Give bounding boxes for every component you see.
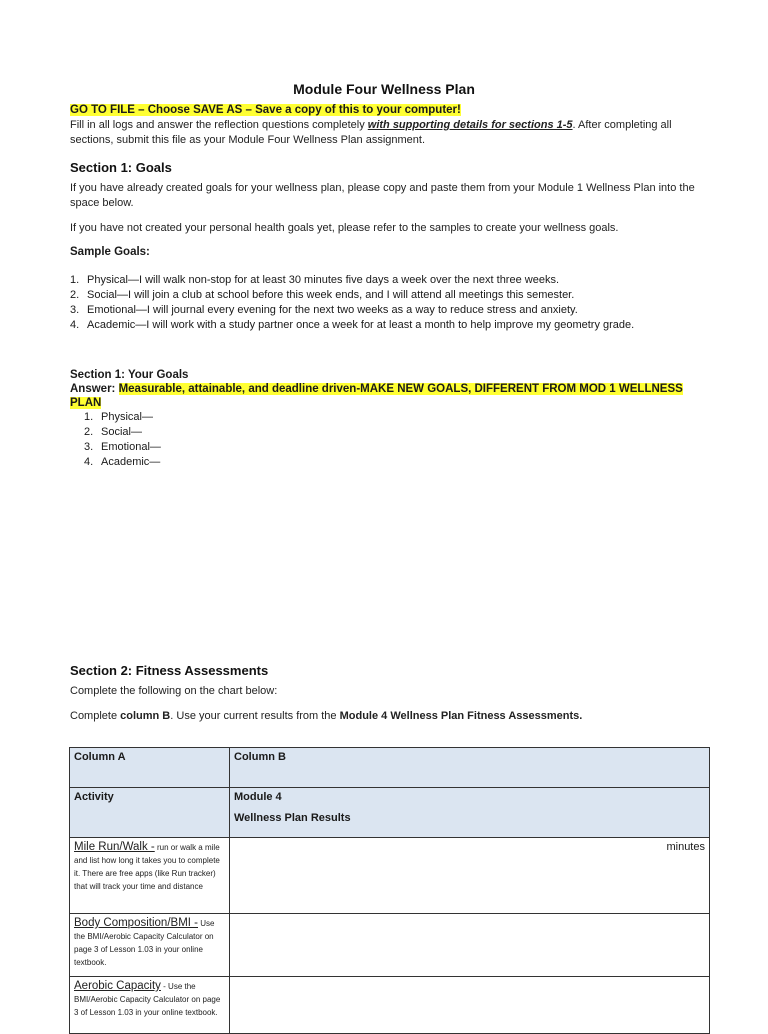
answer-prompt [70, 382, 710, 410]
activity-name: Body Composition/BMI - [74, 917, 198, 929]
table-row [70, 914, 710, 977]
fitness-assessment-table [69, 747, 710, 1034]
activity-name: Aerobic Capacity [74, 980, 161, 992]
activity-header: Activity [70, 788, 230, 838]
answer-label: Answer: [70, 383, 119, 395]
your-goals-list [84, 410, 161, 470]
activity-description: Use the BMI/Aerobic Capacity Calculator on page 3 of Lesson 1.03 in your online textbook. [74, 919, 215, 967]
section2-paragraph-1: Complete the following on the chart below: [70, 685, 278, 697]
section2-heading: Section 2: Fitness Assessments [70, 663, 269, 678]
table-row [70, 977, 710, 1034]
activity-cell [70, 838, 230, 914]
document-title: Module Four Wellness Plan [293, 81, 475, 97]
activity-cell [70, 977, 230, 1034]
activity-description: - Use the BMI/Aerobic Capacity Calculator on page 3 of Lesson 1.03 in your online textbook. [74, 982, 221, 1017]
section2-paragraph-2: Complete column B. Use your current results from the Module 4 Wellness Plan Fitness Assessments. [70, 710, 583, 722]
table-header-row [70, 788, 710, 838]
intro-emphasis: with supporting details for sections 1-5 [367, 119, 573, 131]
list-item: 2. Social—I will join a club at school before this week ends, and I will attend all meetings this semester. [70, 289, 575, 301]
sample-goals-heading: Sample Goals: [70, 246, 150, 258]
intro-paragraph [70, 118, 698, 148]
list-item: 3. Emotional—I will journal every evening for the next two weeks as a way to reduce stress and anxiety. [70, 304, 578, 316]
list-item[interactable]: 1. Physical— [84, 411, 153, 423]
sample-goals-list [70, 273, 710, 333]
list-item: 1. Physical—I will walk non-stop for at least 30 minutes five days a week over the next three weeks. [70, 274, 559, 286]
activity-description: run or walk a mile and list how long it takes you to complete it. There are free apps (like Run tracker) that will track your time and distance [74, 843, 220, 891]
activity-cell [70, 914, 230, 977]
list-item: 4. Academic—I will work with a study partner once a week for at least a month to help improve my geometry grade. [70, 319, 635, 331]
intro-text-after: . After completing all sections, submit this file as your Module Four Wellness Plan assignment. [70, 119, 672, 146]
result-cell[interactable]: minutes [230, 838, 710, 914]
intro-text-before: Fill in all logs and answer the reflection questions completely [70, 119, 368, 131]
table-header-row [70, 748, 710, 788]
column-b-header: Column B [230, 748, 710, 788]
list-item[interactable]: 4. Academic— [84, 456, 161, 468]
save-instruction-text: GO TO FILE – Choose SAVE AS – Save a copy of this to your computer! [70, 104, 461, 116]
save-instruction [70, 104, 461, 116]
results-header: Module 4 Wellness Plan Results [230, 788, 710, 838]
result-cell[interactable] [230, 977, 710, 1034]
column-a-header: Column A [70, 748, 230, 788]
section1-paragraph-1: If you have already created goals for your wellness plan, please copy and paste them from your Module 1 Wellness Plan into the space below. [70, 182, 695, 209]
answer-highlight: Measurable, attainable, and deadline driven-MAKE NEW GOALS, DIFFERENT FROM MOD 1 WELLNESS PLAN [70, 383, 683, 409]
list-item[interactable]: 2. Social— [84, 426, 142, 438]
section1-heading: Section 1: Goals [70, 160, 172, 175]
your-goals-heading: Section 1: Your Goals [70, 369, 189, 381]
list-item[interactable]: 3. Emotional— [84, 441, 161, 453]
table-row [70, 838, 710, 914]
activity-name: Mile Run/Walk - [74, 841, 155, 853]
result-cell[interactable] [230, 914, 710, 977]
section1-paragraph-2: If you have not created your personal health goals yet, please refer to the samples to create your wellness goals. [70, 222, 619, 234]
